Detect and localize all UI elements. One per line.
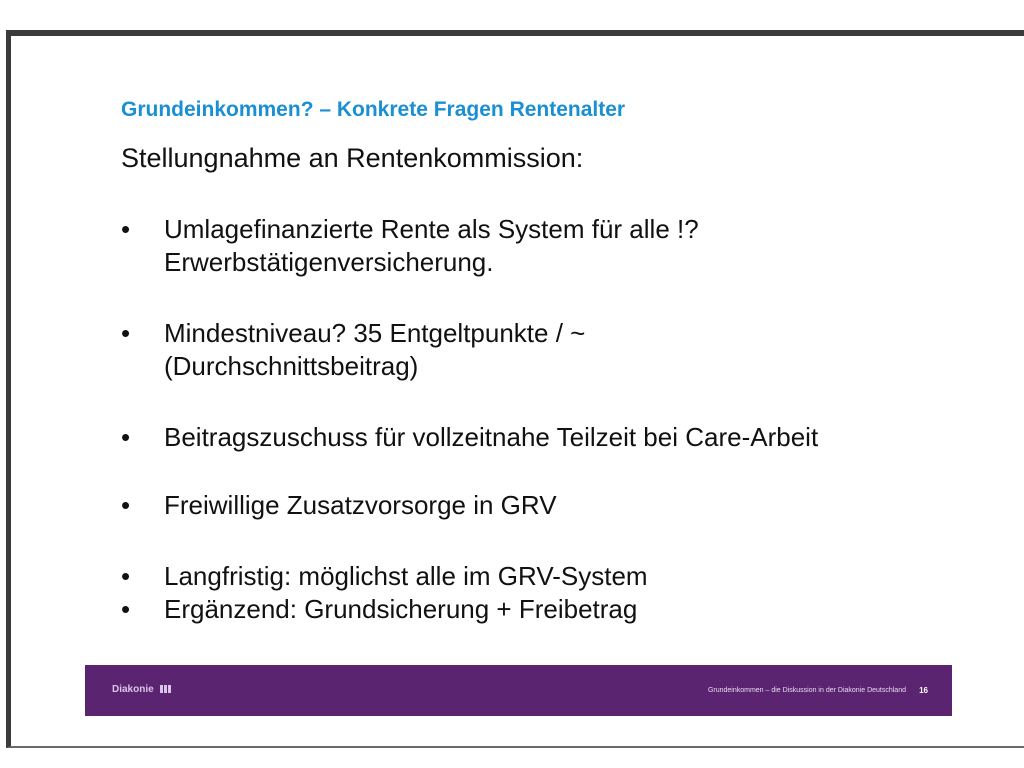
slide-title: Grundeinkommen? – Konkrete Fragen Rentenalter bbox=[121, 98, 626, 121]
brand-name: Diakonie bbox=[112, 684, 154, 695]
diakonie-mark-icon bbox=[160, 685, 172, 696]
bullet-text: Ergänzend: Grundsicherung + Freibetrag bbox=[164, 594, 638, 624]
slide-subtitle: Stellungnahme an Rentenkommission: bbox=[121, 143, 584, 173]
bullet-item bbox=[121, 560, 981, 593]
bullet-item bbox=[121, 489, 981, 522]
bullet-dot: • bbox=[121, 318, 131, 348]
slide-frame bbox=[6, 30, 1024, 748]
top-bar bbox=[0, 0, 1024, 30]
diakonie-logo bbox=[112, 684, 172, 696]
bullet-dot: • bbox=[121, 561, 131, 591]
page-number: 16 bbox=[919, 686, 928, 695]
bullet-dot: • bbox=[121, 422, 131, 452]
bullet-text: Langfristig: möglichst alle im GRV-System bbox=[164, 561, 648, 591]
bullet-text: Mindestniveau? 35 Entgeltpunkte / ~ (Durchschnittsbeitrag) bbox=[164, 318, 586, 381]
bullet-text: Umlagefinanzierte Rente als System für alle !? Erwerbstätigenversicherung. bbox=[164, 214, 699, 277]
bullet-item bbox=[121, 213, 981, 279]
footer-caption: Grundeinkommen – die Diskussion in der Diakonie Deutschland bbox=[707, 687, 906, 694]
bullet-text: Freiwillige Zusatzvorsorge in GRV bbox=[164, 490, 557, 520]
bullet-dot: • bbox=[121, 594, 131, 624]
bullet-item bbox=[121, 593, 981, 626]
bullet-dot: • bbox=[121, 490, 131, 520]
slide-footer bbox=[85, 665, 952, 716]
bullet-text: Beitragszuschuss für vollzeitnahe Teilzeit bei Care-Arbeit bbox=[164, 422, 819, 452]
bullet-item bbox=[121, 317, 981, 383]
bullet-item bbox=[121, 421, 981, 454]
bullet-dot: • bbox=[121, 214, 131, 244]
